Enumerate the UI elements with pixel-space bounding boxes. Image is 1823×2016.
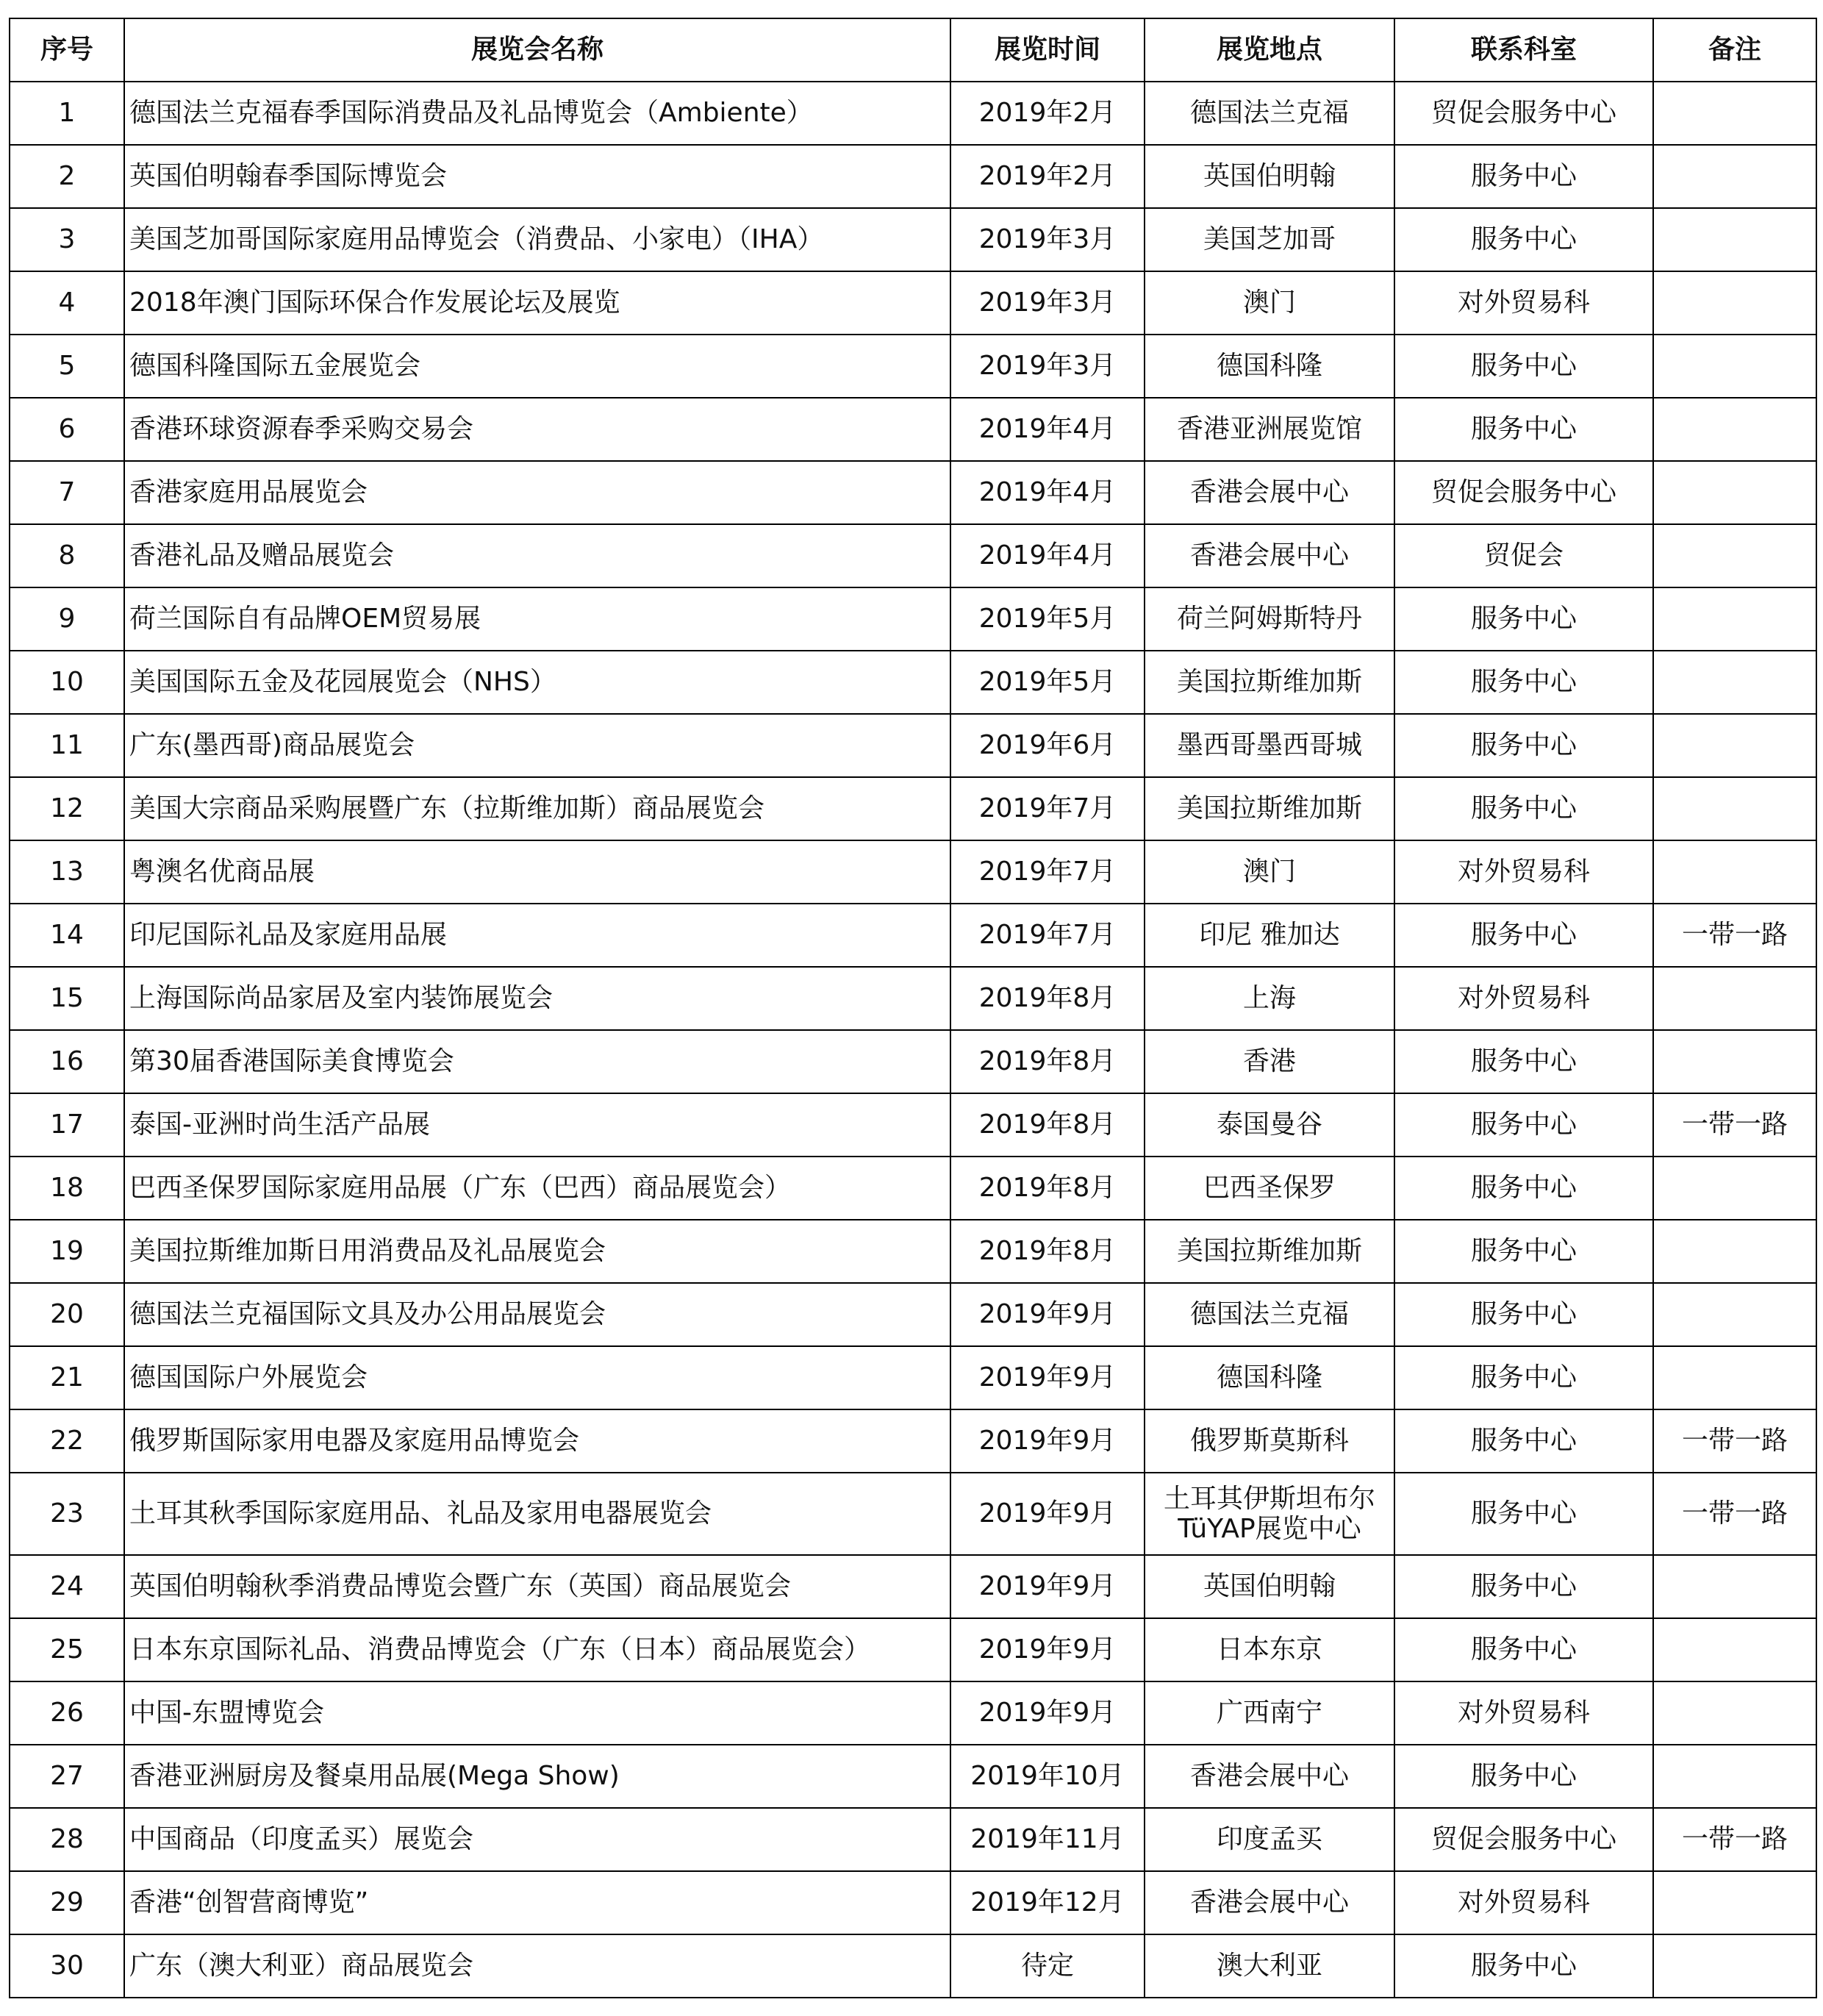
cell-name: 俄罗斯国际家用电器及家庭用品博览会: [124, 1409, 950, 1473]
cell-note: [1653, 1745, 1816, 1808]
cell-time: 2019年3月: [950, 271, 1145, 335]
cell-name: 2018年澳门国际环保合作发展论坛及展览: [124, 271, 950, 335]
cell-note: [1653, 1618, 1816, 1681]
cell-time: 2019年7月: [950, 840, 1145, 904]
table-row: [10, 1346, 1816, 1409]
cell-name: 巴西圣保罗国际家庭用品展（广东（巴西）商品展览会）: [124, 1157, 950, 1220]
cell-note: [1653, 271, 1816, 335]
cell-place: 香港会展中心: [1145, 461, 1394, 524]
table-row: [10, 1934, 1816, 1998]
cell-dept: 服务中心: [1394, 651, 1653, 714]
cell-note: [1653, 651, 1816, 714]
cell-place: 日本东京: [1145, 1618, 1394, 1681]
table-row: [10, 461, 1816, 524]
cell-no: 7: [10, 461, 124, 524]
table-row: [10, 1283, 1816, 1346]
cell-dept: 服务中心: [1394, 1555, 1653, 1618]
cell-dept: 贸促会服务中心: [1394, 1808, 1653, 1871]
cell-name: 美国大宗商品采购展暨广东（拉斯维加斯）商品展览会: [124, 777, 950, 840]
cell-place: 美国芝加哥: [1145, 208, 1394, 271]
cell-note: [1653, 208, 1816, 271]
table-row: [10, 967, 1816, 1030]
table-row: [10, 1555, 1816, 1618]
cell-time: 2019年7月: [950, 904, 1145, 967]
cell-time: 2019年9月: [950, 1473, 1145, 1555]
table-row: [10, 1030, 1816, 1093]
cell-no: 26: [10, 1681, 124, 1745]
cell-dept: 服务中心: [1394, 1283, 1653, 1346]
cell-no: 28: [10, 1808, 124, 1871]
cell-name: 德国国际户外展览会: [124, 1346, 950, 1409]
cell-note: 一带一路: [1653, 1409, 1816, 1473]
cell-time: 2019年10月: [950, 1745, 1145, 1808]
cell-place: 德国科隆: [1145, 1346, 1394, 1409]
cell-dept: 服务中心: [1394, 1618, 1653, 1681]
cell-no: 24: [10, 1555, 124, 1618]
cell-time: 2019年8月: [950, 1157, 1145, 1220]
cell-name: 德国科隆国际五金展览会: [124, 335, 950, 398]
cell-place: 香港亚洲展览馆: [1145, 398, 1394, 461]
cell-no: 29: [10, 1871, 124, 1934]
cell-name: 土耳其秋季国际家庭用品、礼品及家用电器展览会: [124, 1473, 950, 1555]
table-row: [10, 1618, 1816, 1681]
cell-note: [1653, 1283, 1816, 1346]
cell-place: 美国拉斯维加斯: [1145, 1220, 1394, 1283]
cell-note: 一带一路: [1653, 1093, 1816, 1157]
cell-dept: 对外贸易科: [1394, 1871, 1653, 1934]
table-row: [10, 271, 1816, 335]
cell-time: 2019年3月: [950, 335, 1145, 398]
cell-note: [1653, 335, 1816, 398]
cell-no: 22: [10, 1409, 124, 1473]
cell-place: 荷兰阿姆斯特丹: [1145, 587, 1394, 651]
cell-time: 2019年9月: [950, 1346, 1145, 1409]
cell-name: 广东(墨西哥)商品展览会: [124, 714, 950, 777]
cell-dept: 对外贸易科: [1394, 840, 1653, 904]
cell-time: 2019年9月: [950, 1681, 1145, 1745]
cell-note: [1653, 1555, 1816, 1618]
cell-time: 2019年11月: [950, 1808, 1145, 1871]
cell-dept: 对外贸易科: [1394, 967, 1653, 1030]
table-row: [10, 335, 1816, 398]
cell-dept: 服务中心: [1394, 1030, 1653, 1093]
cell-dept: 服务中心: [1394, 208, 1653, 271]
cell-note: [1653, 398, 1816, 461]
cell-note: [1653, 1346, 1816, 1409]
header-time: 展览时间: [950, 18, 1145, 82]
table-row: [10, 714, 1816, 777]
cell-time: 2019年5月: [950, 587, 1145, 651]
cell-no: 25: [10, 1618, 124, 1681]
cell-place: 巴西圣保罗: [1145, 1157, 1394, 1220]
cell-no: 15: [10, 967, 124, 1030]
cell-dept: 贸促会服务中心: [1394, 461, 1653, 524]
cell-note: [1653, 587, 1816, 651]
cell-name: 日本东京国际礼品、消费品博览会（广东（日本）商品展览会）: [124, 1618, 950, 1681]
cell-note: [1653, 145, 1816, 208]
cell-no: 21: [10, 1346, 124, 1409]
cell-name: 泰国-亚洲时尚生活产品展: [124, 1093, 950, 1157]
cell-name: 美国国际五金及花园展览会（NHS）: [124, 651, 950, 714]
cell-no: 10: [10, 651, 124, 714]
cell-no: 18: [10, 1157, 124, 1220]
cell-no: 8: [10, 524, 124, 587]
cell-time: 2019年9月: [950, 1283, 1145, 1346]
cell-note: [1653, 967, 1816, 1030]
table-row: [10, 208, 1816, 271]
cell-place: 香港会展中心: [1145, 1745, 1394, 1808]
cell-no: 17: [10, 1093, 124, 1157]
cell-time: 2019年3月: [950, 208, 1145, 271]
header-row: [10, 18, 1816, 82]
cell-no: 9: [10, 587, 124, 651]
cell-note: 一带一路: [1653, 1808, 1816, 1871]
cell-note: 一带一路: [1653, 1473, 1816, 1555]
cell-place: 德国法兰克福: [1145, 1283, 1394, 1346]
cell-note: [1653, 1871, 1816, 1934]
cell-time: 2019年9月: [950, 1618, 1145, 1681]
cell-place: 香港: [1145, 1030, 1394, 1093]
cell-time: 2019年8月: [950, 1220, 1145, 1283]
cell-no: 1: [10, 82, 124, 145]
cell-no: 4: [10, 271, 124, 335]
cell-name: 香港家庭用品展览会: [124, 461, 950, 524]
header-name: 展览会名称: [124, 18, 950, 82]
cell-dept: 服务中心: [1394, 1934, 1653, 1998]
cell-dept: 服务中心: [1394, 1409, 1653, 1473]
cell-name: 香港环球资源春季采购交易会: [124, 398, 950, 461]
cell-no: 19: [10, 1220, 124, 1283]
cell-no: 5: [10, 335, 124, 398]
cell-name: 德国法兰克福春季国际消费品及礼品博览会（Ambiente）: [124, 82, 950, 145]
table-row: [10, 1473, 1816, 1555]
cell-note: [1653, 1934, 1816, 1998]
table-row: [10, 1681, 1816, 1745]
cell-place: 美国拉斯维加斯: [1145, 777, 1394, 840]
cell-place: 印度孟买: [1145, 1808, 1394, 1871]
table-row: [10, 1220, 1816, 1283]
cell-place: 美国拉斯维加斯: [1145, 651, 1394, 714]
cell-time: 2019年4月: [950, 524, 1145, 587]
table-row: [10, 587, 1816, 651]
cell-time: 2019年4月: [950, 461, 1145, 524]
cell-note: 一带一路: [1653, 904, 1816, 967]
cell-name: 印尼国际礼品及家庭用品展: [124, 904, 950, 967]
cell-time: 2019年8月: [950, 1093, 1145, 1157]
cell-dept: 服务中心: [1394, 398, 1653, 461]
cell-dept: 服务中心: [1394, 777, 1653, 840]
cell-no: 6: [10, 398, 124, 461]
cell-dept: 服务中心: [1394, 1745, 1653, 1808]
cell-note: [1653, 840, 1816, 904]
cell-time: 2019年2月: [950, 145, 1145, 208]
cell-no: 27: [10, 1745, 124, 1808]
cell-dept: 贸促会服务中心: [1394, 82, 1653, 145]
table-row: [10, 1157, 1816, 1220]
cell-time: 2019年8月: [950, 967, 1145, 1030]
cell-dept: 贸促会: [1394, 524, 1653, 587]
cell-place: 俄罗斯莫斯科: [1145, 1409, 1394, 1473]
cell-dept: 服务中心: [1394, 587, 1653, 651]
table-row: [10, 1093, 1816, 1157]
cell-name: 美国拉斯维加斯日用消费品及礼品展览会: [124, 1220, 950, 1283]
cell-place: 广西南宁: [1145, 1681, 1394, 1745]
cell-note: [1653, 1220, 1816, 1283]
cell-place: 澳门: [1145, 840, 1394, 904]
cell-time: 2019年7月: [950, 777, 1145, 840]
cell-place: 香港会展中心: [1145, 524, 1394, 587]
cell-name: 香港亚洲厨房及餐桌用品展(Mega Show): [124, 1745, 950, 1808]
cell-name: 德国法兰克福国际文具及办公用品展览会: [124, 1283, 950, 1346]
cell-place: 土耳其伊斯坦布尔TüYAP展览中心: [1145, 1473, 1394, 1555]
cell-no: 11: [10, 714, 124, 777]
cell-place: 德国科隆: [1145, 335, 1394, 398]
cell-name: 荷兰国际自有品牌OEM贸易展: [124, 587, 950, 651]
table-row: [10, 524, 1816, 587]
table-row: [10, 398, 1816, 461]
cell-time: 2019年2月: [950, 82, 1145, 145]
cell-dept: 对外贸易科: [1394, 1681, 1653, 1745]
cell-no: 13: [10, 840, 124, 904]
cell-name: 美国芝加哥国际家庭用品博览会（消费品、小家电）（IHA）: [124, 208, 950, 271]
cell-name: 香港礼品及赠品展览会: [124, 524, 950, 587]
cell-place: 德国法兰克福: [1145, 82, 1394, 145]
cell-note: [1653, 82, 1816, 145]
header-no: 序号: [10, 18, 124, 82]
header-place: 展览地点: [1145, 18, 1394, 82]
table-row: [10, 840, 1816, 904]
cell-name: 中国-东盟博览会: [124, 1681, 950, 1745]
cell-note: [1653, 1681, 1816, 1745]
cell-note: [1653, 461, 1816, 524]
cell-no: 3: [10, 208, 124, 271]
cell-note: [1653, 1157, 1816, 1220]
cell-dept: 服务中心: [1394, 1157, 1653, 1220]
cell-dept: 服务中心: [1394, 714, 1653, 777]
header-dept: 联系科室: [1394, 18, 1653, 82]
cell-place: 英国伯明翰: [1145, 1555, 1394, 1618]
cell-time: 2019年6月: [950, 714, 1145, 777]
table-row: [10, 1808, 1816, 1871]
cell-time: 2019年9月: [950, 1555, 1145, 1618]
cell-time: 2019年9月: [950, 1409, 1145, 1473]
cell-name: 粤澳名优商品展: [124, 840, 950, 904]
cell-time: 待定: [950, 1934, 1145, 1998]
cell-time: 2019年5月: [950, 651, 1145, 714]
cell-no: 20: [10, 1283, 124, 1346]
cell-place: 香港会展中心: [1145, 1871, 1394, 1934]
table-row: [10, 82, 1816, 145]
table-body: [10, 82, 1816, 1998]
cell-place: 澳门: [1145, 271, 1394, 335]
cell-note: [1653, 524, 1816, 587]
table-row: [10, 904, 1816, 967]
table-row: [10, 777, 1816, 840]
cell-place: 墨西哥墨西哥城: [1145, 714, 1394, 777]
cell-place: 上海: [1145, 967, 1394, 1030]
cell-place: 英国伯明翰: [1145, 145, 1394, 208]
cell-place: 澳大利亚: [1145, 1934, 1394, 1998]
cell-dept: 服务中心: [1394, 145, 1653, 208]
table-row: [10, 1871, 1816, 1934]
cell-time: 2019年4月: [950, 398, 1145, 461]
table-row: [10, 1409, 1816, 1473]
cell-name: 中国商品（印度孟买）展览会: [124, 1808, 950, 1871]
cell-name: 英国伯明翰秋季消费品博览会暨广东（英国）商品展览会: [124, 1555, 950, 1618]
cell-no: 14: [10, 904, 124, 967]
cell-time: 2019年12月: [950, 1871, 1145, 1934]
cell-dept: 服务中心: [1394, 904, 1653, 967]
cell-name: 上海国际尚品家居及室内装饰展览会: [124, 967, 950, 1030]
cell-dept: 服务中心: [1394, 1346, 1653, 1409]
cell-time: 2019年8月: [950, 1030, 1145, 1093]
cell-name: 英国伯明翰春季国际博览会: [124, 145, 950, 208]
exhibition-table: [9, 18, 1817, 1998]
header-note: 备注: [1653, 18, 1816, 82]
cell-no: 16: [10, 1030, 124, 1093]
cell-no: 2: [10, 145, 124, 208]
cell-no: 30: [10, 1934, 124, 1998]
table-row: [10, 145, 1816, 208]
cell-note: [1653, 777, 1816, 840]
cell-name: 香港“创智营商博览”: [124, 1871, 950, 1934]
cell-name: 第30届香港国际美食博览会: [124, 1030, 950, 1093]
cell-dept: 对外贸易科: [1394, 271, 1653, 335]
exhibition-schedule: [9, 18, 1817, 1998]
cell-dept: 服务中心: [1394, 1473, 1653, 1555]
cell-name: 广东（澳大利亚）商品展览会: [124, 1934, 950, 1998]
cell-dept: 服务中心: [1394, 335, 1653, 398]
cell-no: 23: [10, 1473, 124, 1555]
cell-no: 12: [10, 777, 124, 840]
table-row: [10, 1745, 1816, 1808]
cell-place: 印尼 雅加达: [1145, 904, 1394, 967]
table-row: [10, 651, 1816, 714]
cell-note: [1653, 714, 1816, 777]
cell-note: [1653, 1030, 1816, 1093]
cell-place: 泰国曼谷: [1145, 1093, 1394, 1157]
cell-dept: 服务中心: [1394, 1093, 1653, 1157]
cell-dept: 服务中心: [1394, 1220, 1653, 1283]
